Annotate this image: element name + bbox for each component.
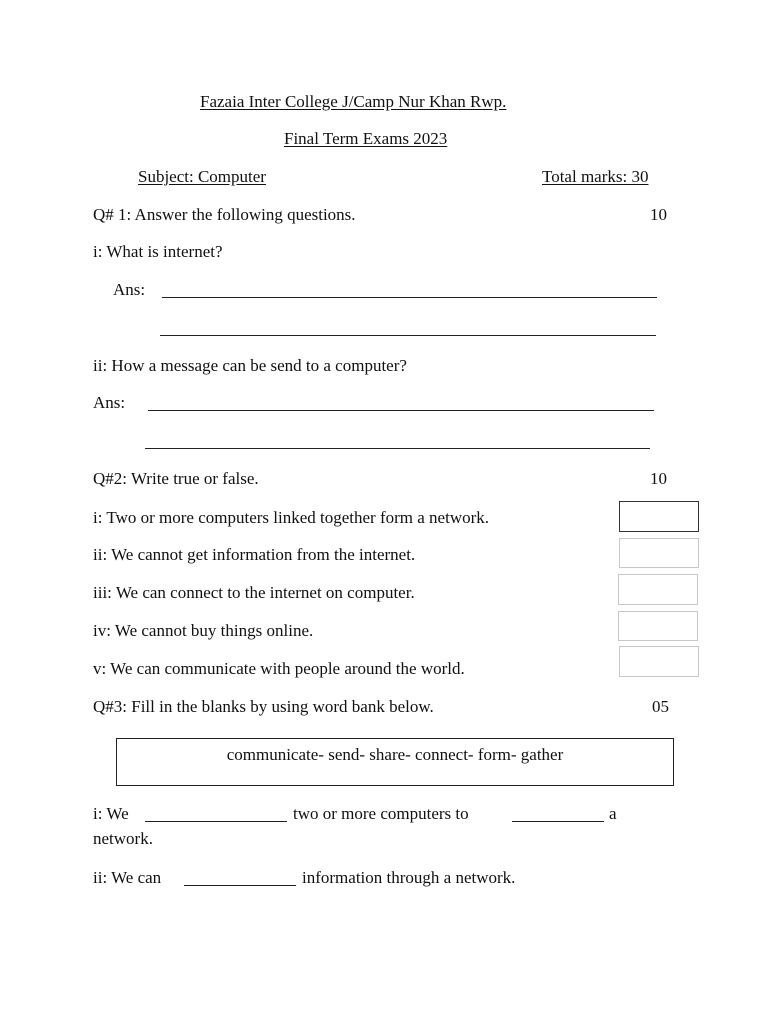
blank-line[interactable] xyxy=(512,821,604,822)
answer-box[interactable] xyxy=(619,646,699,677)
subject-label: Subject: Computer xyxy=(138,167,266,186)
q1-question-2: ii: How a message can be send to a computer? xyxy=(93,356,407,375)
answer-line[interactable] xyxy=(148,410,654,411)
q2-statement-4: iv: We cannot buy things online. xyxy=(93,621,314,640)
q2-statement-3: iii: We can connect to the internet on computer. xyxy=(93,583,415,602)
q3-title: Q#3: Fill in the blanks by using word bank below. xyxy=(93,697,434,716)
q3-blank-1-part-d: network. xyxy=(93,829,153,848)
answer-box[interactable] xyxy=(619,538,699,568)
q3-blank-1-part-b: two or more computers to xyxy=(293,804,469,823)
exam-title: Final Term Exams 2023 xyxy=(284,129,448,148)
answer-box[interactable] xyxy=(619,501,699,532)
q2-statement-1: i: Two or more computers linked together form a network. xyxy=(93,508,490,527)
q2-statement-2: ii: We cannot get information from the internet. xyxy=(93,545,416,564)
total-marks: Total marks: 30 xyxy=(542,167,649,186)
q1-marks: 10 xyxy=(650,205,667,224)
q3-blank-2-part-b: information through a network. xyxy=(302,868,516,887)
q3-marks: 05 xyxy=(652,697,669,716)
q2-marks: 10 xyxy=(650,469,667,488)
q3-blank-1-part-c: a xyxy=(609,804,617,823)
q1-answer-label-2: Ans: xyxy=(93,393,126,412)
answer-box[interactable] xyxy=(618,574,698,605)
school-name: Fazaia Inter College J/Camp Nur Khan Rwp. xyxy=(200,92,507,111)
answer-line[interactable] xyxy=(162,297,657,298)
q2-title: Q#2: Write true or false. xyxy=(93,469,259,488)
answer-box[interactable] xyxy=(618,611,698,641)
answer-line[interactable] xyxy=(160,335,656,336)
q1-question-1: i: What is internet? xyxy=(93,242,223,261)
q3-blank-2-part-a: ii: We can xyxy=(93,868,162,887)
q2-statement-5: v: We can communicate with people around the world. xyxy=(93,659,465,678)
blank-line[interactable] xyxy=(145,821,287,822)
blank-line[interactable] xyxy=(184,885,296,886)
word-bank-text: communicate- send- share- connect- form- gather xyxy=(226,745,564,764)
q1-title: Q# 1: Answer the following questions. xyxy=(93,205,356,224)
q1-answer-label-1: Ans: xyxy=(113,280,146,299)
answer-line[interactable] xyxy=(145,448,650,449)
q3-blank-1-part-a: i: We xyxy=(93,804,129,823)
word-bank-box xyxy=(116,738,674,786)
